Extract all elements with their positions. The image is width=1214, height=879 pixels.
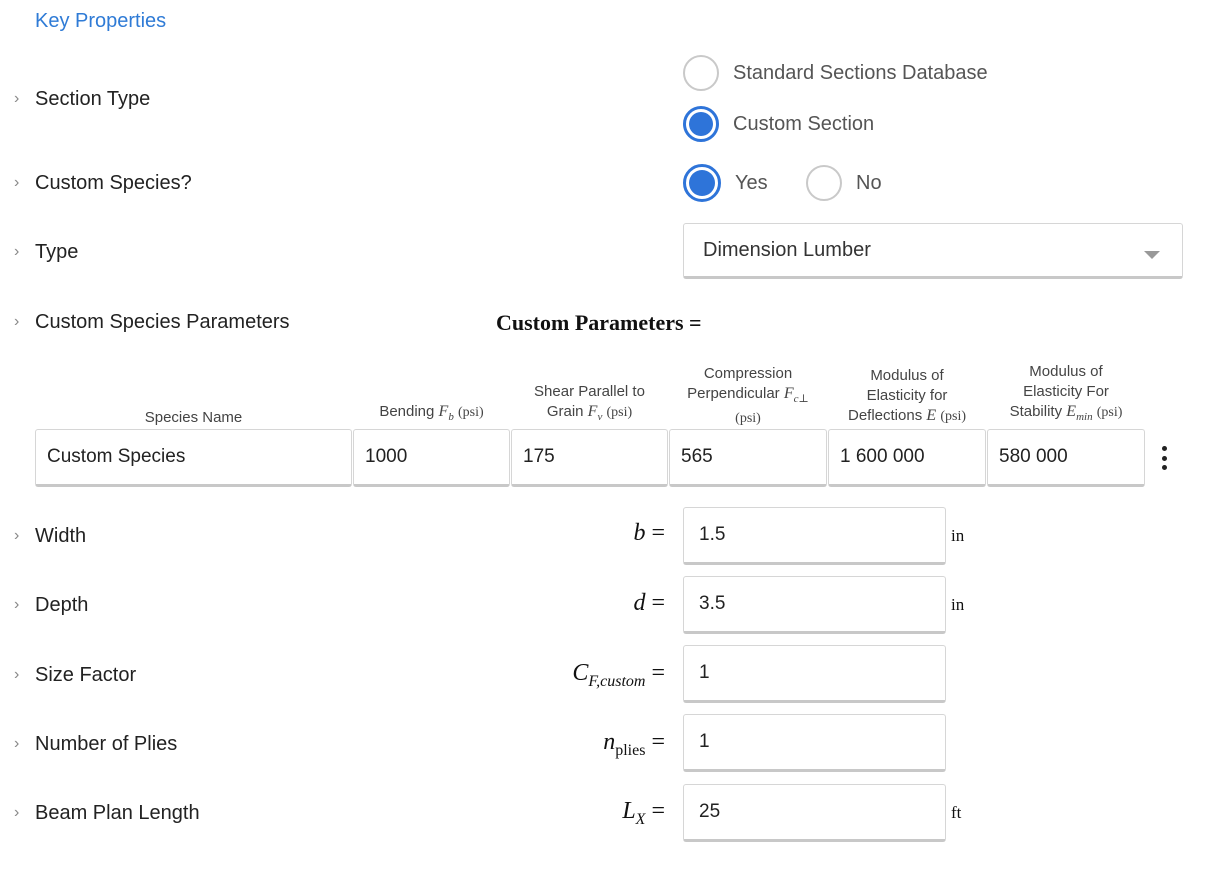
row-label: Custom Species? bbox=[35, 171, 192, 194]
radio-label: Custom Section bbox=[733, 112, 875, 135]
radio-no[interactable] bbox=[806, 165, 882, 201]
row-label: Section Type bbox=[35, 87, 151, 110]
row-label: Size Factor bbox=[35, 663, 137, 686]
cell-moe-deflection[interactable]: 1 600 000 bbox=[828, 429, 986, 487]
cell-bending[interactable]: 1000 bbox=[353, 429, 510, 487]
chevron-right-icon: › bbox=[14, 313, 20, 330]
radio-custom-section[interactable] bbox=[683, 106, 874, 142]
row-label: Depth bbox=[35, 593, 89, 616]
length-symbol: $L_X$ = bbox=[622, 798, 665, 828]
length-unit: ft bbox=[951, 803, 962, 822]
row-width[interactable] bbox=[14, 521, 86, 551]
radio-label: Standard Sections Database bbox=[733, 61, 988, 84]
chevron-right-icon: › bbox=[14, 527, 20, 544]
radio-button[interactable] bbox=[683, 106, 719, 142]
row-label: Type bbox=[35, 240, 79, 263]
radio-button[interactable] bbox=[806, 165, 842, 201]
radio-label: No bbox=[856, 171, 882, 194]
plies-input[interactable]: 1 bbox=[683, 714, 946, 772]
row-size-factor[interactable] bbox=[14, 660, 136, 690]
section-title: Key Properties bbox=[35, 10, 167, 32]
depth-unit: in bbox=[951, 595, 965, 614]
cell-moe-stability[interactable]: 580 000 bbox=[987, 429, 1145, 487]
chevron-right-icon: › bbox=[14, 596, 20, 613]
row-type[interactable] bbox=[14, 237, 78, 267]
custom-parameters-title: Custom Parameters = bbox=[496, 310, 702, 335]
row-label: Number of Plies bbox=[35, 732, 178, 755]
size-factor-input[interactable]: 1 bbox=[683, 645, 946, 703]
col-header-bending: Bending $F_b$ (psi) bbox=[379, 403, 484, 423]
row-number-of-plies[interactable] bbox=[14, 729, 177, 759]
radio-button[interactable] bbox=[683, 164, 721, 202]
caret-down-icon bbox=[1144, 251, 1160, 259]
depth-input[interactable]: 3.5 bbox=[683, 576, 946, 634]
select-value: Dimension Lumber bbox=[703, 238, 871, 261]
type-select[interactable] bbox=[683, 223, 1183, 279]
chevron-right-icon: › bbox=[14, 804, 20, 821]
cell-compression[interactable]: 565 bbox=[669, 429, 827, 487]
radio-label: Yes bbox=[735, 171, 768, 194]
row-section-type[interactable] bbox=[14, 84, 150, 114]
chevron-right-icon: › bbox=[14, 90, 20, 107]
chevron-right-icon: › bbox=[14, 666, 20, 683]
row-custom-species[interactable] bbox=[14, 168, 192, 198]
width-input[interactable]: 1.5 bbox=[683, 507, 946, 565]
col-header-species-name: Species Name bbox=[144, 409, 243, 426]
plies-symbol: $n_{plies}$ = bbox=[603, 729, 665, 759]
cell-shear[interactable]: 175 bbox=[511, 429, 668, 487]
row-custom-species-parameters[interactable] bbox=[14, 307, 290, 337]
width-unit: in bbox=[951, 526, 965, 545]
cell-species-name[interactable]: Custom Species bbox=[35, 429, 352, 487]
row-beam-plan-length[interactable] bbox=[14, 798, 200, 828]
size-factor-symbol: $C_{F,custom}$ = bbox=[572, 660, 665, 690]
length-input[interactable]: 25 bbox=[683, 784, 946, 842]
width-symbol: b = bbox=[633, 520, 665, 546]
kebab-menu-icon[interactable] bbox=[1159, 446, 1169, 470]
row-depth[interactable] bbox=[14, 590, 88, 620]
row-label: Beam Plan Length bbox=[35, 801, 200, 824]
depth-symbol: d = bbox=[633, 590, 665, 616]
row-label: Width bbox=[35, 524, 87, 547]
col-header-shear: Shear Parallel to Grain $F_v$ (psi) bbox=[534, 383, 645, 423]
chevron-right-icon: › bbox=[14, 174, 20, 191]
radio-button[interactable] bbox=[683, 55, 719, 91]
col-header-compression: Compression Perpendicular $F_{c\perp}$ (psi) bbox=[687, 365, 809, 426]
chevron-right-icon: › bbox=[14, 243, 20, 260]
col-header-moe-stability: Modulus of Elasticity For Stability $E_{min}$ (psi) bbox=[1009, 363, 1123, 423]
col-header-moe-deflection: Modulus of Elasticity for Deflections E (psi) bbox=[848, 367, 966, 424]
row-label: Custom Species Parameters bbox=[35, 310, 290, 333]
radio-yes[interactable] bbox=[683, 164, 768, 202]
chevron-right-icon: › bbox=[14, 735, 20, 752]
radio-standard-sections[interactable] bbox=[683, 55, 988, 91]
